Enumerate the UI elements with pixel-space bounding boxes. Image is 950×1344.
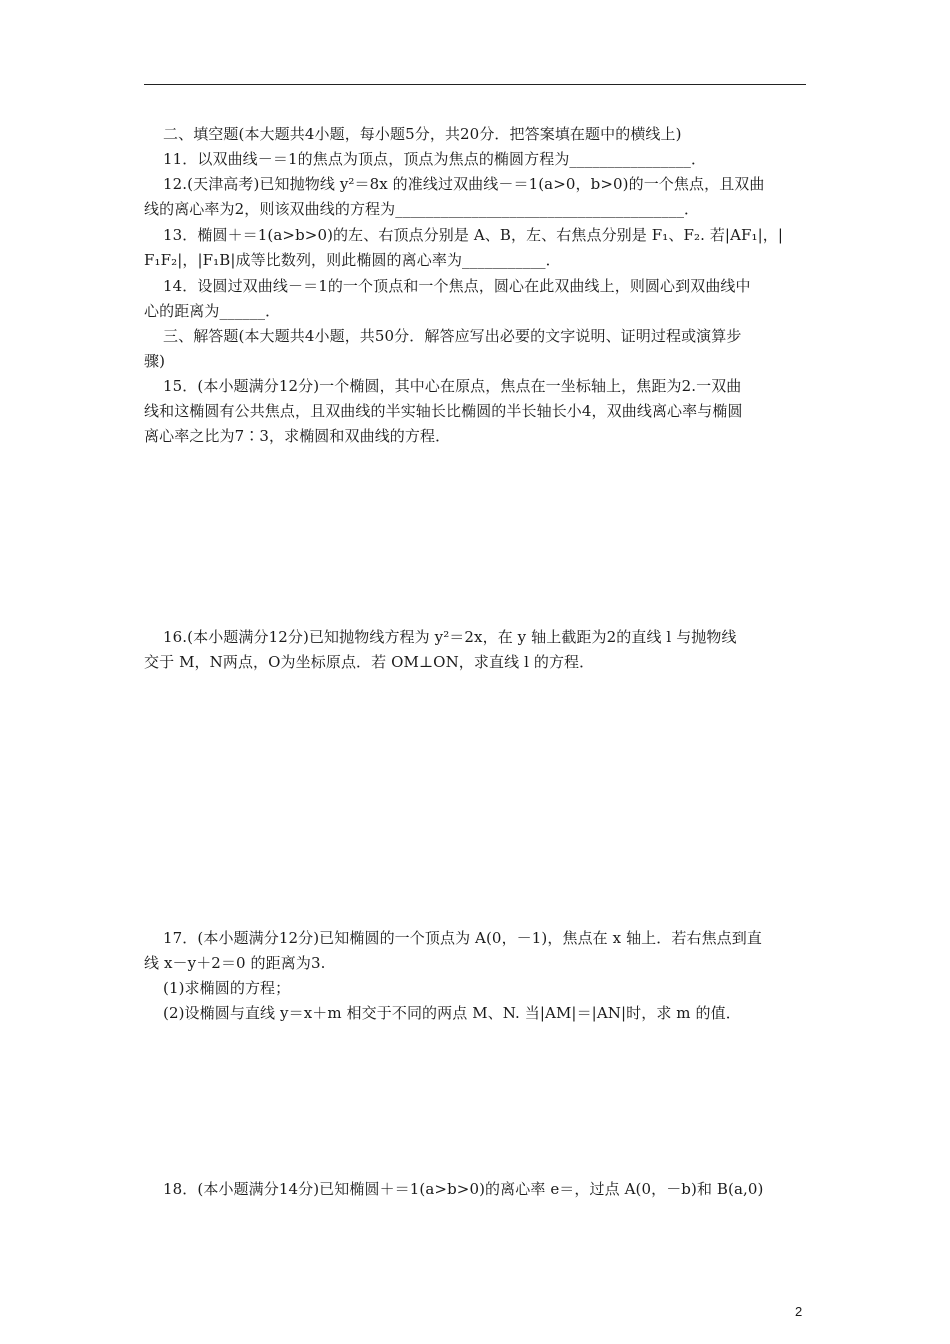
- header-divider: [144, 84, 806, 85]
- question-17-line-2: 线 x－y＋2＝0 的距离为3.: [144, 954, 326, 972]
- question-13-line-2: F₁F₂|，|F₁B|成等比数列，则此椭圆的离心率为___________．: [144, 251, 561, 269]
- question-16-line-1: 16.(本小题满分12分)已知抛物线方程为 y²＝2x，在 y 轴上截距为2的直线 l 与抛物线: [163, 628, 737, 646]
- section-3-title-line-1: 三、解答题(本大题共4小题，共50分．解答应写出必要的文字说明、证明过程或演算步: [163, 327, 742, 345]
- question-14-line-2: 心的距离为______．: [144, 302, 281, 320]
- question-15-line-3: 离心率之比为7∶3，求椭圆和双曲线的方程．: [144, 427, 451, 445]
- section-2-title: 二、填空题(本大题共4小题，每小题5分，共20分．把答案填在题中的横线上): [163, 125, 682, 143]
- page-number: 2: [795, 1304, 803, 1319]
- question-11: 11．以双曲线－＝1的焦点为顶点，顶点为焦点的椭圆方程为________________．: [163, 150, 707, 168]
- question-17-part-1: (1)求椭圆的方程；: [163, 979, 291, 997]
- question-18-line-1: 18．(本小题满分14分)已知椭圆＋＝1(a>b>0)的离心率 e＝，过点 A(0，－b)和 B(a,0): [163, 1180, 764, 1198]
- question-15-line-1: 15．(本小题满分12分)一个椭圆，其中心在原点，焦点在一坐标轴上，焦距为2.一双曲: [163, 377, 742, 395]
- question-17-part-2: (2)设椭圆与直线 y＝x＋m 相交于不同的两点 M、N. 当|AM|＝|AN|时，求 m 的值．: [163, 1004, 741, 1022]
- question-12-line-1: 12.(天津高考)已知抛物线 y²＝8x 的准线过双曲线－＝1(a>0，b>0)的一个焦点，且双曲: [163, 175, 765, 193]
- question-13-line-1: 13．椭圆＋＝1(a>b>0)的左、右顶点分别是 A、B，左、右焦点分别是 F₁、F₂. 若|AF₁|，|: [163, 226, 784, 244]
- question-17-line-1: 17．(本小题满分12分)已知椭圆的一个顶点为 A(0，－1)，焦点在 x 轴上．若右焦点到直: [163, 929, 762, 947]
- section-3-title-line-2: 骤): [144, 352, 166, 370]
- question-14-line-1: 14．设圆过双曲线－＝1的一个顶点和一个焦点，圆心在此双曲线上，则圆心到双曲线中: [163, 277, 751, 295]
- question-16-line-2: 交于 M，N两点，O为坐标原点．若 OM⊥ON，求直线 l 的方程．: [144, 653, 595, 671]
- question-12-line-2: 线的离心率为2，则该双曲线的方程为______________________________________．: [144, 200, 700, 218]
- question-15-line-2: 线和这椭圆有公共焦点，且双曲线的半实轴长比椭圆的半长轴长小4，双曲线离心率与椭圆: [144, 402, 743, 420]
